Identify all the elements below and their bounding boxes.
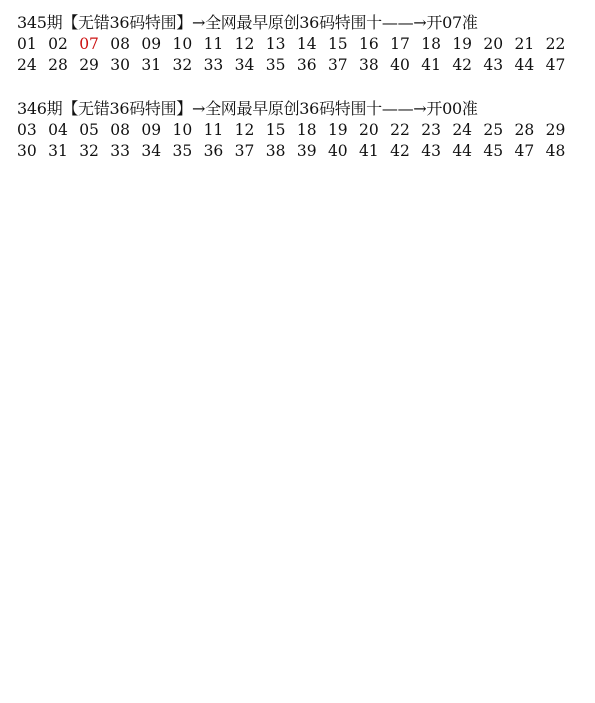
- number-cell: 24: [17, 56, 37, 74]
- number-cell: 36: [296, 56, 317, 74]
- number-cell: 32: [172, 56, 193, 74]
- number-cell: 15: [327, 35, 348, 53]
- number-cell: 25: [483, 121, 504, 139]
- number-cell: 29: [79, 56, 99, 74]
- number-cell: 37: [234, 142, 255, 160]
- number-row: [17, 141, 587, 162]
- number-cell: 11: [203, 121, 224, 139]
- number-cell: 18: [421, 35, 441, 53]
- number-cell: 10: [172, 121, 193, 139]
- number-row: [17, 34, 587, 55]
- number-cell: 40: [390, 56, 410, 74]
- number-cell: 12: [234, 35, 255, 53]
- number-cell: 33: [203, 56, 224, 74]
- number-cell: 37: [327, 56, 348, 74]
- number-cell: 44: [452, 142, 473, 160]
- number-cell: 33: [110, 142, 131, 160]
- number-cell: 42: [390, 142, 410, 160]
- entry-title: 346期【无错36码特围】→全网最早原创36码特围十——→开00准: [17, 99, 478, 118]
- number-cell: 43: [483, 56, 504, 74]
- number-cell: 40: [327, 142, 348, 160]
- number-cell: 31: [48, 142, 68, 160]
- number-cell: 38: [265, 142, 286, 160]
- number-cell: 17: [390, 35, 410, 53]
- number-row: [17, 55, 587, 76]
- number-row: [17, 120, 587, 141]
- entry-345: [17, 12, 587, 76]
- number-cell: 45: [483, 142, 504, 160]
- number-cell: 47: [514, 142, 535, 160]
- number-cell: 04: [48, 121, 68, 139]
- number-cell: 09: [141, 35, 162, 53]
- number-cell: 11: [203, 35, 224, 53]
- number-cell: 05: [79, 121, 99, 139]
- number-cell: 22: [545, 35, 566, 53]
- number-cell: 47: [545, 56, 566, 74]
- number-cell: 20: [359, 121, 379, 139]
- number-cell: 32: [79, 142, 99, 160]
- number-cell: 07: [79, 35, 99, 53]
- number-cell: 16: [359, 35, 379, 53]
- number-cell: 23: [421, 121, 441, 139]
- number-cell: 42: [452, 56, 473, 74]
- number-cell: 13: [265, 35, 286, 53]
- number-cell: 30: [110, 56, 131, 74]
- number-cell: 34: [234, 56, 255, 74]
- number-cell: 15: [265, 121, 286, 139]
- number-cell: 29: [545, 121, 566, 139]
- number-cell: 20: [483, 35, 504, 53]
- number-cell: 22: [390, 121, 410, 139]
- number-cell: 19: [452, 35, 473, 53]
- number-cell: 28: [514, 121, 535, 139]
- number-cell: 03: [17, 121, 37, 139]
- number-cell: 38: [359, 56, 379, 74]
- number-cell: 28: [48, 56, 68, 74]
- number-cell: 35: [172, 142, 193, 160]
- number-cell: 44: [514, 56, 535, 74]
- number-cell: 48: [545, 142, 566, 160]
- entry-346: [17, 98, 587, 162]
- number-cell: 35: [265, 56, 286, 74]
- number-cell: 24: [452, 121, 473, 139]
- number-cell: 31: [141, 56, 162, 74]
- number-cell: 21: [514, 35, 535, 53]
- number-cell: 19: [327, 121, 348, 139]
- number-cell: 01: [17, 35, 37, 53]
- number-cell: 14: [296, 35, 317, 53]
- entry-title: 345期【无错36码特围】→全网最早原创36码特围十——→开07准: [17, 13, 478, 32]
- number-cell: 02: [48, 35, 68, 53]
- number-cell: 36: [203, 142, 224, 160]
- number-cell: 41: [359, 142, 379, 160]
- number-cell: 18: [296, 121, 317, 139]
- number-cell: 43: [421, 142, 441, 160]
- number-cell: 41: [421, 56, 441, 74]
- number-cell: 34: [141, 142, 162, 160]
- number-cell: 10: [172, 35, 193, 53]
- number-cell: 12: [234, 121, 255, 139]
- number-cell: 09: [141, 121, 162, 139]
- number-cell: 30: [17, 142, 37, 160]
- number-cell: 39: [296, 142, 317, 160]
- number-cell: 08: [110, 121, 131, 139]
- number-cell: 08: [110, 35, 131, 53]
